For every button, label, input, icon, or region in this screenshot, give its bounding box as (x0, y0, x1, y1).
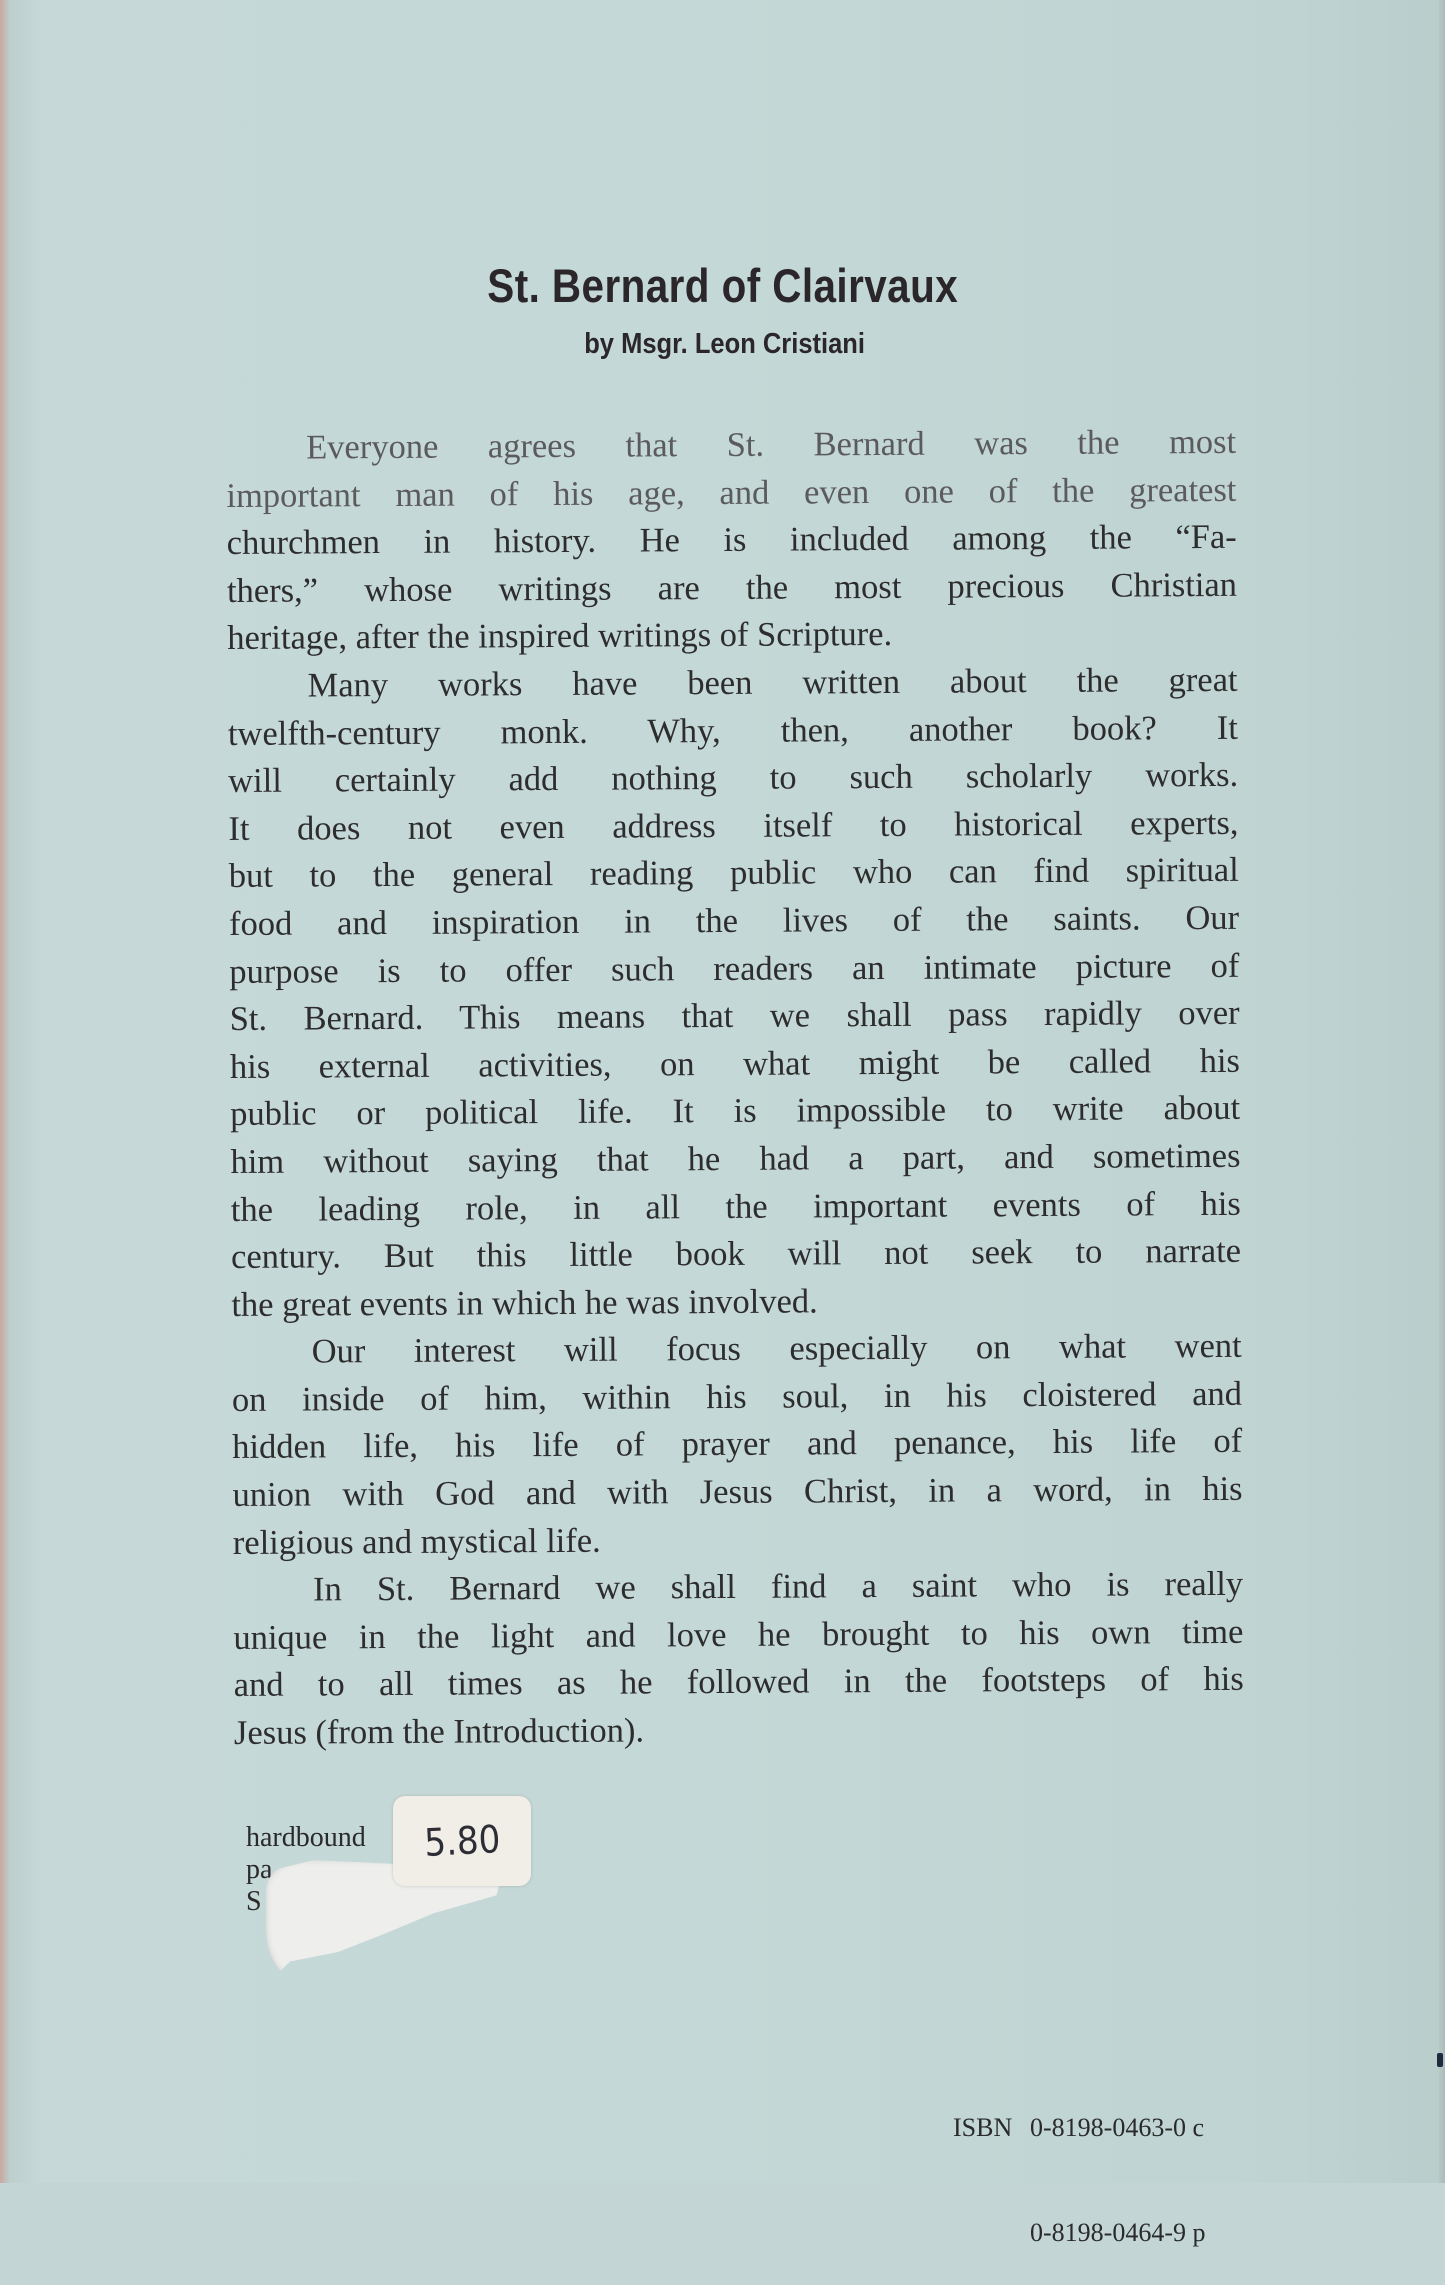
isbn-hardcover: 0-8198-0463-0 c (1030, 2113, 1205, 2142)
blurb-line: the great events in which he was involved. (231, 1282, 818, 1324)
blurb-line: his external activities, on what might be called his (229, 1041, 1241, 1086)
author-byline: by Msgr. Leon Cristiani (584, 328, 865, 360)
price-value: 5.80 (422, 1817, 502, 1865)
isbn-hardcover-row (953, 2110, 1205, 2145)
isbn-paperback: 0-8198-0464-9 p (1030, 2218, 1206, 2247)
price-sticker (393, 1796, 531, 1886)
blurb-line: on inside of him, within his soul, in his cloistered and (231, 1374, 1243, 1419)
blurb-line: century. But this little book will not seek to narrate (230, 1231, 1242, 1277)
blurb-line: Many works have been written about the great (307, 660, 1238, 705)
blurb-line: food and inspiration in the lives of the saints. Our (228, 898, 1240, 943)
isbn-label: ISBN (953, 2113, 1013, 2142)
blurb-line: hidden life, his life of prayer and penance, his life of (232, 1422, 1243, 1467)
blurb-line: public or political life. It is impossible to write about (230, 1089, 1241, 1134)
blurb-line: but to the general reading public who can find spiritual (228, 851, 1239, 896)
blurb-text (226, 419, 1244, 1758)
blurb-line: thers,” whose writings are the most precious Christian (226, 565, 1238, 610)
blurb-line: religious and mystical life. (232, 1521, 601, 1562)
blurb-line: union with God and with Jesus Christ, in a word, in his (232, 1469, 1243, 1515)
edition-hardbound: hardbound (246, 1822, 366, 1853)
blurb-line: unique in the light and love he brought to his own time (233, 1612, 1244, 1657)
blurb-line: twelfth-century monk. Why, then, another book? It (227, 708, 1238, 753)
edge-mark (1437, 2053, 1443, 2067)
isbn-paperback-row (953, 2215, 1205, 2250)
blurb-line: Jesus (from the Introduction). (233, 1711, 645, 1753)
blurb-line: the leading role, in all the important events of his (230, 1184, 1241, 1229)
edition-paperback-partial: pa (246, 1854, 273, 1885)
blurb-line: St. Bernard. This means that we shall pass rapidly over (229, 993, 1240, 1039)
blurb-line: Our interest will focus especially on what went (311, 1327, 1242, 1371)
isbn-block (953, 2040, 1205, 2285)
blurb-line: Everyone agrees that St. Bernard was the most (306, 422, 1237, 467)
blurb-line: purpose is to offer such readers an intimate picture of (229, 946, 1240, 991)
cover-edge (1439, 0, 1445, 2183)
blurb-line: him without saying that he had a part, and sometimes (230, 1136, 1241, 1181)
blurb-line: In St. Bernard we shall find a saint who is really (313, 1565, 1244, 1609)
blurb-line: heritage, after the inspired writings of Scripture. (227, 615, 893, 658)
edition-third-partial: S (246, 1886, 262, 1917)
blurb-line: It does not even address itself to historical experts, (228, 803, 1239, 848)
book-title: St. Bernard of Clairvaux (487, 259, 959, 312)
blurb-line: churchmen in history. He is included among the “Fa- (226, 518, 1237, 563)
blurb-line: important man of his age, and even one of the greatest (226, 470, 1237, 515)
blurb-line: and to all times as he followed in the footsteps of his (233, 1660, 1244, 1705)
blurb-line: will certainly add nothing to such scholarly works. (228, 755, 1239, 801)
